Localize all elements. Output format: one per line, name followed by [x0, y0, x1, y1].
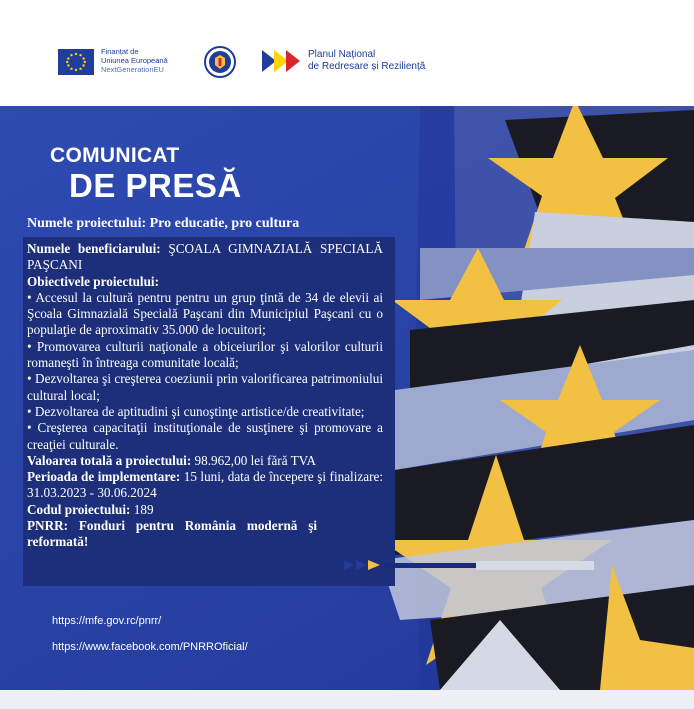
pnrr-logo-icon: [262, 50, 302, 72]
value-amount: 98.962,00 lei fără TVA: [194, 452, 317, 468]
header-logos: [0, 0, 694, 106]
value-label: Valoarea totală a proiectului:: [27, 452, 192, 468]
pnrr-name-text: [308, 49, 425, 73]
links-block: [52, 614, 248, 666]
objective-item: • Dezvoltarea de aptitudini şi cunoştinţe artistice/de creativitate;: [27, 403, 365, 419]
beneficiary: [27, 241, 383, 274]
objective-item: • Promovarea culturii naţionale a obiceiurilor şi valorilor culturii romaneşti în întreaga comunitate locală;: [27, 338, 383, 371]
decorative-arrow-bar: [344, 558, 594, 572]
project-name-value: Pro educatie, pro cultura: [149, 216, 300, 231]
pnrr-line-1: Planul Național: [308, 49, 376, 60]
project-code: [27, 502, 383, 518]
details-content: [27, 241, 383, 551]
link-mfe-site[interactable]: https://mfe.gov.rc/pnrr/: [52, 615, 162, 627]
title-comunicat: COMUNICAT: [50, 144, 180, 167]
beneficiary-label: Numele beneficiarului:: [27, 241, 161, 256]
objective-item: • Accesul la cultură pentru pentru un grup ţintă de 34 de elevii ai Şcoala Gimnazială Specială Paşcani din Municipiul Paşcani cu o populaţie de aproximativ 35.000 de locuitori;: [27, 289, 383, 338]
government-crest-icon: [204, 46, 236, 78]
link-facebook[interactable]: https://www.facebook.com/PNRROficial/: [52, 641, 248, 653]
pnrr-slogan: PNRR: Fonduri pentru România modernă şi reformată!: [27, 518, 317, 550]
code-value: 189: [133, 501, 154, 517]
title-de-presa: DE PRESĂ: [69, 167, 242, 204]
objective-item: • Creşterea capacitaţii instituţionale de susţinere şi promovare a creaţiei culturale.: [27, 420, 383, 452]
project-value: [27, 453, 383, 469]
code-label: Codul proiectului:: [27, 501, 131, 517]
beneficiary-value: ŞCOALA GIMNAZIALĂ SPECIALĂ PAŞCANI: [27, 241, 384, 273]
eu-line-3: NextGenerationEU: [101, 65, 164, 74]
bottom-band: [0, 690, 694, 709]
project-name: [27, 215, 299, 233]
objective-item: • Dezvoltarea şi creşterea coeziunii prin valorificarea patrimoniului cultural local;: [27, 371, 383, 403]
eu-funding-text: [101, 47, 168, 74]
pnrr-line-2: de Redresare și Reziliență: [308, 61, 426, 72]
project-name-label: Numele proiectului:: [27, 216, 147, 231]
implementation-period: [27, 469, 383, 502]
eu-line-2: Uniunea Europeană: [101, 56, 168, 65]
eu-line-1: Finanțat de: [101, 47, 139, 56]
period-value: 15 luni, data de începere şi finalizare: 31.03.2023 - 30.06.2024: [27, 469, 384, 501]
eu-flag-icon: [58, 49, 94, 75]
objectives-label: Obiectivele proiectului:: [27, 273, 159, 289]
period-label: Perioada de implementare:: [27, 469, 181, 485]
